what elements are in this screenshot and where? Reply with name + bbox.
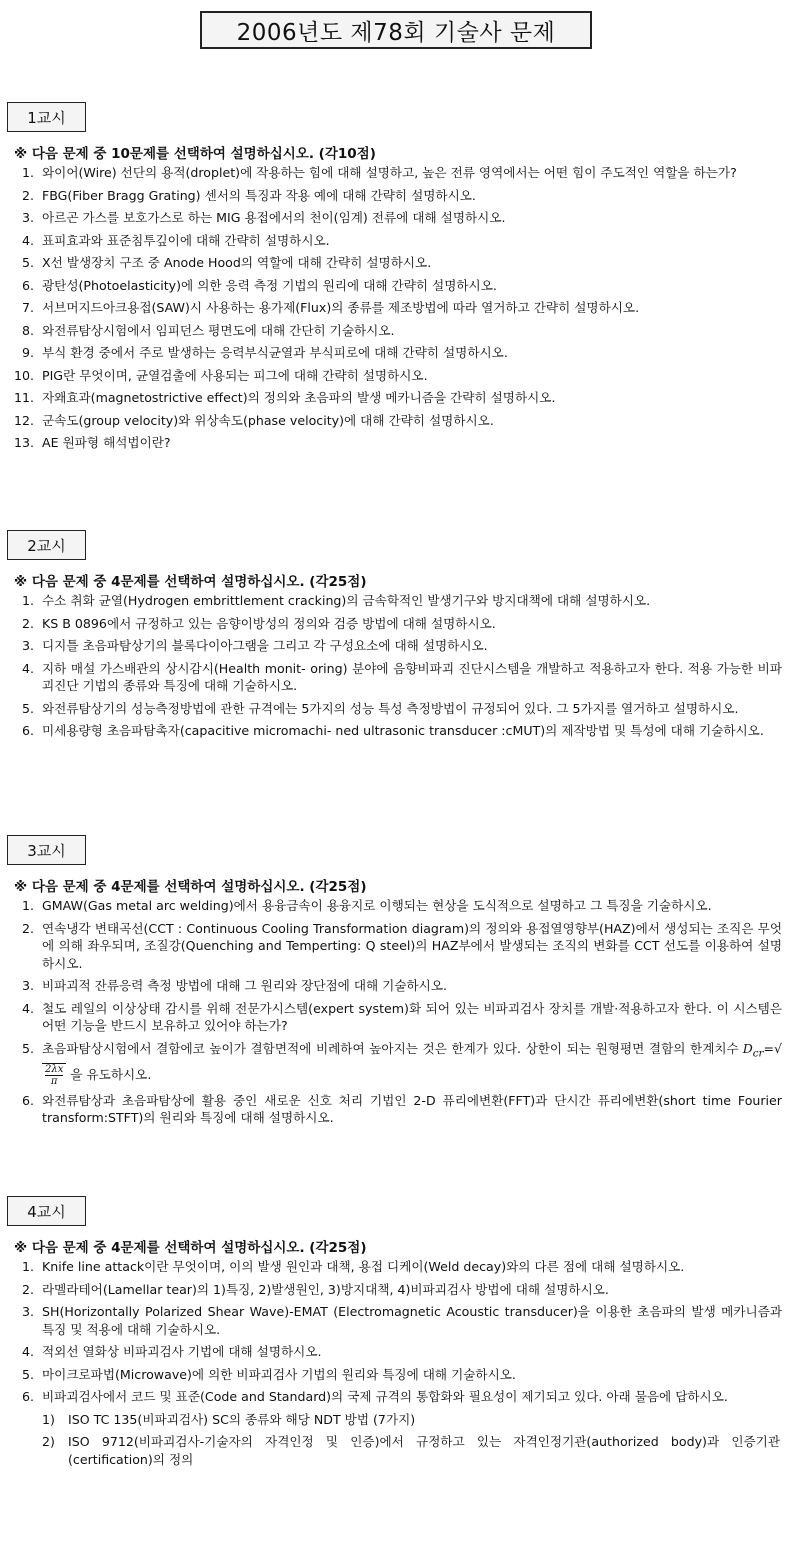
question-number: 3.: [21, 638, 34, 653]
question-item: [0, 722, 791, 740]
session-label: 3교시: [7, 835, 86, 865]
question-number: 6.: [21, 277, 34, 293]
question-text: 와전류탐상기의 성능측정방법에 관한 규격에는 5가지의 성능 특성 측정방법이 규정되어 있다. 그 5가지를 열거하고 설명하시오.: [42, 700, 739, 716]
question-item: [0, 920, 791, 973]
question-text: 연속냉각 변태곡선(CCT : Continuous Cooling Transformation diagram)의 정의와 용접열영향부(HAZ)에서 생성되는 조직은 무엇에 의해 좌우되며, 조질강(Quenching and Temperting: Q steel)의 HAZ부에서 발생되는 조직의 변화를 CCT 선도를 이용하여 설명하시오.: [42, 920, 782, 971]
question-item: [0, 615, 791, 633]
question-number: 5.: [21, 700, 34, 716]
question-text: 와전류탐상시험에서 임피던스 평면도에 대해 간단히 기술하시오.: [42, 322, 395, 338]
sub-item-text: ISO TC 135(비파괴검사) SC의 종류와 해당 NDT 방법 (7가지): [68, 1411, 416, 1427]
question-item: [0, 1258, 791, 1276]
question-item: [0, 164, 791, 182]
question-number: 2.: [21, 615, 34, 631]
question-text: FBG(Fiber Bragg Grating) 센서의 특징과 작용 예에 대해 간략히 설명하시오.: [42, 187, 476, 203]
question-text: 적외선 열화상 비파괴검사 기법에 대해 설명하시오.: [42, 1344, 322, 1359]
question-number: 13.: [13, 435, 34, 450]
question-item: [0, 344, 791, 362]
question-number: 5.: [21, 1040, 34, 1056]
question-text: GMAW(Gas metal arc welding)에서 용융금속이 용융지로 이행되는 현상을 도식적으로 설명하고 그 특징을 기술하시오.: [42, 898, 712, 913]
page-title: 2006년도 제78회 기술사 문제: [200, 11, 592, 49]
question-item: [0, 637, 791, 655]
question-item: [0, 977, 791, 995]
question-text: 표피효과와 표준침투깊이에 대해 간략히 설명하시오.: [42, 232, 330, 248]
question-number: 7.: [21, 300, 34, 315]
question-text: 비파괴적 잔류응력 측정 방법에 대해 그 원리와 장단점에 대해 기술하시오.: [42, 978, 447, 993]
question-item: [0, 277, 791, 295]
question-number: 2.: [21, 1281, 34, 1297]
question-number: 6.: [21, 1389, 34, 1404]
question-text: 군속도(group velocity)와 위상속도(phase velocity)에 대해 간략히 설명하시오.: [42, 412, 494, 428]
question-number: 5.: [21, 255, 34, 270]
question-text: AE 원파형 해석법이란?: [42, 435, 171, 450]
question-list: [0, 1258, 791, 1473]
question-text: 비파괴검사에서 코드 및 표준(Code and Standard)의 국제 규격의 통합화와 필요성이 제기되고 있다. 아래 물음에 답하시오.: [42, 1389, 728, 1404]
session-instruction: ※ 다음 문제 중 10문제를 선택하여 설명하십시오. (각10점): [14, 146, 376, 162]
question-item: [0, 1092, 791, 1127]
question-text: 와전류탐상과 초음파탐상에 활용 중인 새로운 신호 처리 기법인 2-D 퓨리에변환(FFT)과 단시간 퓨리에변환(short time Fourier transform:STFT)의 원리와 특징에 대해 설명하시오.: [42, 1092, 782, 1125]
question-item: [0, 1000, 791, 1035]
question-item: [0, 1040, 791, 1087]
question-number: 8.: [21, 322, 34, 338]
question-item: [0, 700, 791, 718]
question-text: 지하 매설 가스배관의 상시감시(Health monit- oring) 분야에 음향비파괴 진단시스템을 개발하고 적용하고자 한다. 적용 가능한 비파괴진단 기법의 종류와 특징에 대해 기술하시오.: [42, 660, 782, 693]
question-number: 3.: [21, 1304, 34, 1319]
sub-item: [0, 1411, 791, 1429]
question-number: 1.: [21, 1259, 34, 1274]
question-text: 아르곤 가스를 보호가스로 하는 MIG 용접에서의 천이(임계) 전류에 대해 설명하시오.: [42, 210, 506, 225]
question-list: [0, 897, 791, 1132]
question-item: [0, 187, 791, 205]
question-list: [0, 164, 791, 457]
question-text: Knife line attack이란 무엇이며, 이의 발생 원인과 대책, 용접 디케이(Weld decay)와의 다른 점에 대해 설명하시오.: [42, 1259, 685, 1274]
question-item: [0, 1366, 791, 1384]
question-text: 자왜효과(magnetostrictive effect)의 정의와 초음파의 발생 메카니즘을 간략히 설명하시오.: [42, 390, 556, 405]
question-text: 디지틀 초음파탐상기의 블록다이아그램을 그리고 각 구성요소에 대해 설명하시오.: [42, 638, 488, 653]
sub-item-number: 1): [42, 1411, 55, 1427]
question-item: [0, 209, 791, 227]
question-item: [0, 1281, 791, 1299]
question-item: [0, 254, 791, 272]
sub-item-number: 2): [42, 1434, 55, 1449]
question-text: 철도 레일의 이상상태 감시를 위해 전문가시스템(expert system)화 되어 있는 비파괴검사 장치를 개발·적용하고자 한다. 이 시스템은 어떤 기능을 반드시 보유하고 있어야 하는가?: [42, 1000, 782, 1033]
question-number: 12.: [13, 412, 34, 428]
question-text: KS B 0896에서 규정하고 있는 음향이방성의 정의와 검증 방법에 대해 설명하시오.: [42, 615, 496, 631]
question-item: [0, 322, 791, 340]
question-item: [0, 592, 791, 610]
question-text: 수소 취화 균열(Hydrogen embrittlement cracking)의 금속학적인 발생기구와 방지대책에 대해 설명하시오.: [42, 593, 651, 608]
question-number: 11.: [13, 390, 34, 405]
question-text: SH(Horizontally Polarized Shear Wave)-EMAT (Electromagnetic Acoustic transducer)을 이용한 초음파의 발생 메카니즘과 특징 및 적용에 대해 기술하시오.: [42, 1304, 782, 1337]
session-label: 4교시: [7, 1196, 86, 1226]
formula-critical-size: $D_{cr}=√$ $\frac{2\lambda x}{\pi}$: [42, 1041, 782, 1082]
question-text: X선 발생장치 구조 중 Anode Hood의 역할에 대해 간략히 설명하시오.: [42, 255, 432, 270]
question-item: [0, 660, 791, 695]
question-number: 6.: [21, 1092, 34, 1108]
question-number: 4.: [21, 660, 34, 676]
question-text: 와이어(Wire) 선단의 용적(droplet)에 작용하는 힘에 대해 설명하고, 높은 전류 영역에서는 어떤 힘이 주도적인 역할을 하는가?: [42, 165, 737, 180]
question-number: 9.: [21, 345, 34, 360]
sub-item: [0, 1433, 791, 1468]
question-item: [0, 1303, 791, 1338]
question-item: [0, 389, 791, 407]
question-item: [0, 367, 791, 385]
question-text: PIG란 무엇이며, 균열검출에 사용되는 피그에 대해 간략히 설명하시오.: [42, 367, 428, 383]
question-number: 4.: [21, 1344, 34, 1359]
question-number: 3.: [21, 210, 34, 225]
question-text: 서브머지드아크용접(SAW)시 사용하는 용가제(Flux)의 종류를 제조방법에 따라 열거하고 간략히 설명하시오.: [42, 300, 640, 315]
session-label: 2교시: [7, 530, 86, 560]
question-item: [0, 412, 791, 430]
question-number: 1.: [21, 165, 34, 180]
question-text: 마이크로파법(Microwave)에 의한 비파괴검사 기법의 원리와 특징에 대해 기술하시오.: [42, 1366, 516, 1382]
question-number: 1.: [21, 593, 34, 608]
question-item: [0, 897, 791, 915]
question-number: 1.: [21, 898, 34, 913]
question-item: [0, 1388, 791, 1406]
question-item: [0, 1343, 791, 1361]
sub-item-text: ISO 9712(비파괴검사-기술자의 자격인정 및 인증)에서 규정하고 있는 자격인정기관(authorized body)과 인증기관(certification)의 정의: [68, 1434, 780, 1467]
question-item: [0, 434, 791, 452]
question-text: 라멜라테어(Lamellar tear)의 1)특징, 2)발생원인, 3)방지대책, 4)비파괴검사 방법에 대해 설명하시오.: [42, 1281, 609, 1297]
question-text: 광탄성(Photoelasticity)에 의한 응력 측정 기법의 원리에 대해 간략히 설명하시오.: [42, 277, 497, 293]
session-instruction: ※ 다음 문제 중 4문제를 선택하여 설명하십시오. (각25점): [14, 879, 367, 895]
question-text: 부식 환경 중에서 주로 발생하는 응력부식균열과 부식피로에 대해 간략히 설명하시오.: [42, 345, 508, 360]
question-item: [0, 232, 791, 250]
question-list: [0, 592, 791, 745]
session-instruction: ※ 다음 문제 중 4문제를 선택하여 설명하십시오. (각25점): [14, 1240, 367, 1256]
session-label: 1교시: [7, 102, 86, 132]
question-number: 3.: [21, 978, 34, 993]
question-number: 2.: [21, 187, 34, 203]
question-number: 2.: [21, 920, 34, 936]
question-text: 미세용량형 초음파탐촉자(capacitive micromachi- ned ultrasonic transducer :cMUT)의 제작방법 및 특성에 대해 기술하시오.: [42, 723, 764, 738]
session-instruction: ※ 다음 문제 중 4문제를 선택하여 설명하십시오. (각25점): [14, 574, 367, 590]
question-number: 5.: [21, 1366, 34, 1382]
question-text: 초음파탐상시험에서 결함에코 높이가 결함면적에 비례하여 높아지는 것은 한계가 있다. 상한이 되는 원형평면 결함의 한계치수 $D_{cr}=√$ $\frac{2\lambda x}{\pi}$ 을 유도하시오.: [42, 1040, 782, 1087]
question-number: 6.: [21, 723, 34, 738]
question-number: 4.: [21, 232, 34, 248]
question-number: 4.: [21, 1000, 34, 1016]
question-item: [0, 299, 791, 317]
question-number: 10.: [13, 367, 34, 383]
